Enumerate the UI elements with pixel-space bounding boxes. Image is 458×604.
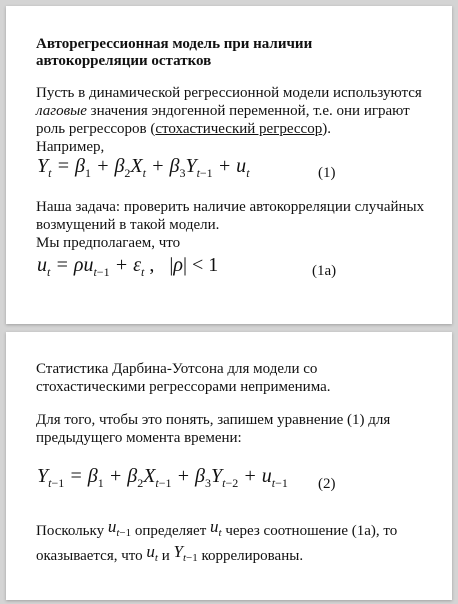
u-t-minus-1-inline: $u_{t-1}$ — [107, 517, 132, 539]
stochastic-regressor-link: стохастический регрессор — [155, 121, 323, 137]
u-t-inline-2: $u_t$ — [146, 542, 158, 564]
slide2-s1-c: через соотношение (1a), то — [225, 523, 398, 539]
slide1-p1-line2 — [36, 103, 410, 120]
slide2-s2-c: коррелированы. — [201, 548, 304, 564]
slide2-sentence-2 — [36, 542, 304, 570]
slide2-sentence-1 — [36, 517, 398, 545]
slide2-p2-line2: предыдущего момента времени: — [36, 430, 242, 446]
equation-1: $Y_t = \beta_1 + \beta_2X_t + \beta_3Y_{t-1} + u_t$ — [37, 155, 250, 180]
slide1-task-line2: возмущений в такой модели. — [36, 217, 220, 233]
slide2-p1-line2: стохастическими регрессорами неприменима. — [36, 379, 331, 395]
slide1-p1-line3 — [36, 121, 331, 138]
slide1-title-line1: Авторегрессионная модель при наличии — [36, 36, 313, 52]
equation-2: $Y_{t-1} = \beta_1 + \beta_2X_{t-1} + \beta_3Y_{t-2} + u_{t-1}$ — [37, 465, 288, 490]
slide-2 — [6, 332, 452, 600]
slide2-s1-b: определяет — [134, 523, 207, 539]
slide1-title-line2: автокорреляции остатков — [36, 53, 212, 69]
equation-1a: $u_t = \rho u_{t-1} + \varepsilon_t$ , |ρ| < 1 — [37, 254, 219, 279]
slide1-p1-line2-rest: значения эндогенной переменной, т.е. они играют — [86, 103, 410, 119]
y-t-minus-1-inline: $Y_{t-1}$ — [173, 542, 198, 564]
slide2-s1-a: Поскольку — [36, 523, 105, 539]
slide2-p1-line1: Статистика Дарбина-Уотсона для модели со — [36, 361, 318, 377]
slide1-example-label: Например, — [36, 139, 105, 155]
slide1-p1-line1: Пусть в динамической регрессионной модели используются — [36, 85, 422, 101]
u-t-inline: $u_t$ — [210, 517, 222, 539]
slide1-task-line1: Наша задача: проверить наличие автокорреляции случайных — [36, 199, 425, 215]
slide2-s2-a: оказывается, что — [36, 548, 143, 564]
equation-1a-number: (1a) — [312, 263, 337, 279]
slide2-p2-line1: Для того, чтобы это понять, запишем уравнение (1) для — [36, 412, 391, 428]
slide1-p1-line3-end: ). — [322, 121, 331, 137]
equation-2-number: (2) — [318, 476, 336, 492]
equation-1-number: (1) — [318, 165, 336, 181]
slide2-s2-b: и — [161, 548, 170, 564]
slide1-p1-line3-start: роль регрессоров ( — [36, 121, 156, 137]
slide-1 — [6, 6, 452, 324]
lagged-term: лаговые — [36, 103, 87, 119]
slide1-assume-label: Мы предполагаем, что — [36, 235, 181, 251]
